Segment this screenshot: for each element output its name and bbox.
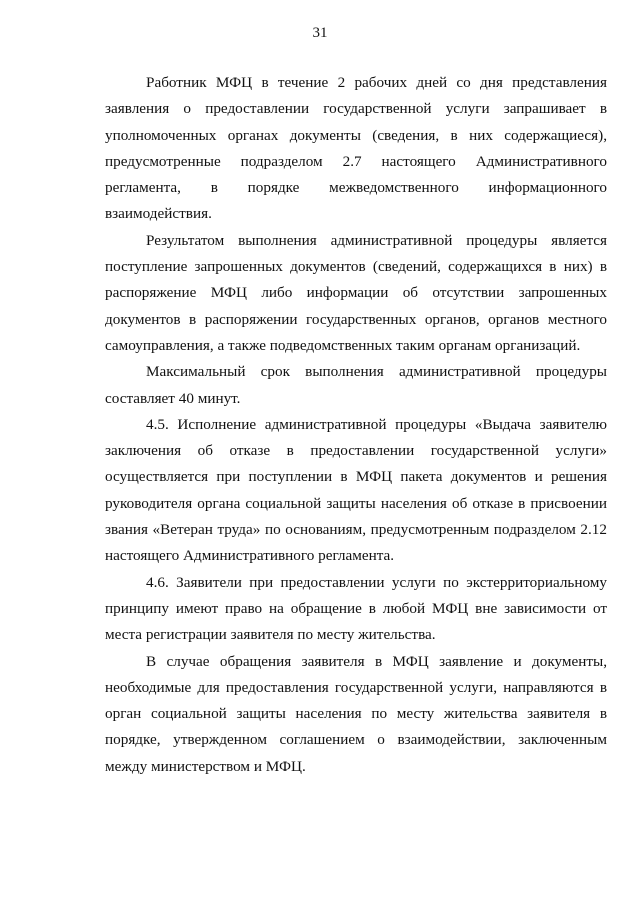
document-body	[105, 70, 607, 780]
paragraph-section-4-5: 4.5. Исполнение административной процедуры «Выдача заявителю заключения об отказе в предоставлении государственной услуги» осуществляется при поступлении в МФЦ пакета документов и решения руководителя органа социальной защиты населения об отказе в присвоении звания «Ветеран труда» по основаниям, предусмотренным подразделом 2.12 настоящего Административного регламента.	[105, 415, 607, 565]
paragraph-mfc-request: Работник МФЦ в течение 2 рабочих дней со дня представления заявления о предоставлении государственной услуги запрашивает в уполномоченных органах документы (сведения, в них содержащиеся), предусмотренные подразделом 2.7 настоящего Административного регламента, в порядке межведомственного информационного взаимодействия.	[105, 74, 607, 223]
page-number: 31	[312, 25, 328, 41]
paragraph-forwarding: В случае обращения заявителя в МФЦ заявление и документы, необходимые для предоставления государственной услуги, направляются в орган социальной защиты населения по месту жительства заявителя в порядке, утвержденном соглашением о взаимодействии, заключенным между министерством и МФЦ.	[105, 652, 607, 775]
paragraph-procedure-result: Результатом выполнения административной процедуры является поступление запрошенных документов (сведений, содержащихся в них) в распоряжение МФЦ либо информации об отсутствии запрошенных документов в распоряжении государственных органов, органов местного самоуправления, а также подведомственных таким органам организаций.	[105, 231, 607, 354]
paragraph-max-duration: Максимальный срок выполнения административной процедуры составляет 40 минут.	[105, 363, 607, 407]
paragraph-section-4-6: 4.6. Заявители при предоставлении услуги по экстерриториальному принципу имеют право на обращение в любой МФЦ вне зависимости от места регистрации заявителя по месту жительства.	[105, 573, 607, 644]
